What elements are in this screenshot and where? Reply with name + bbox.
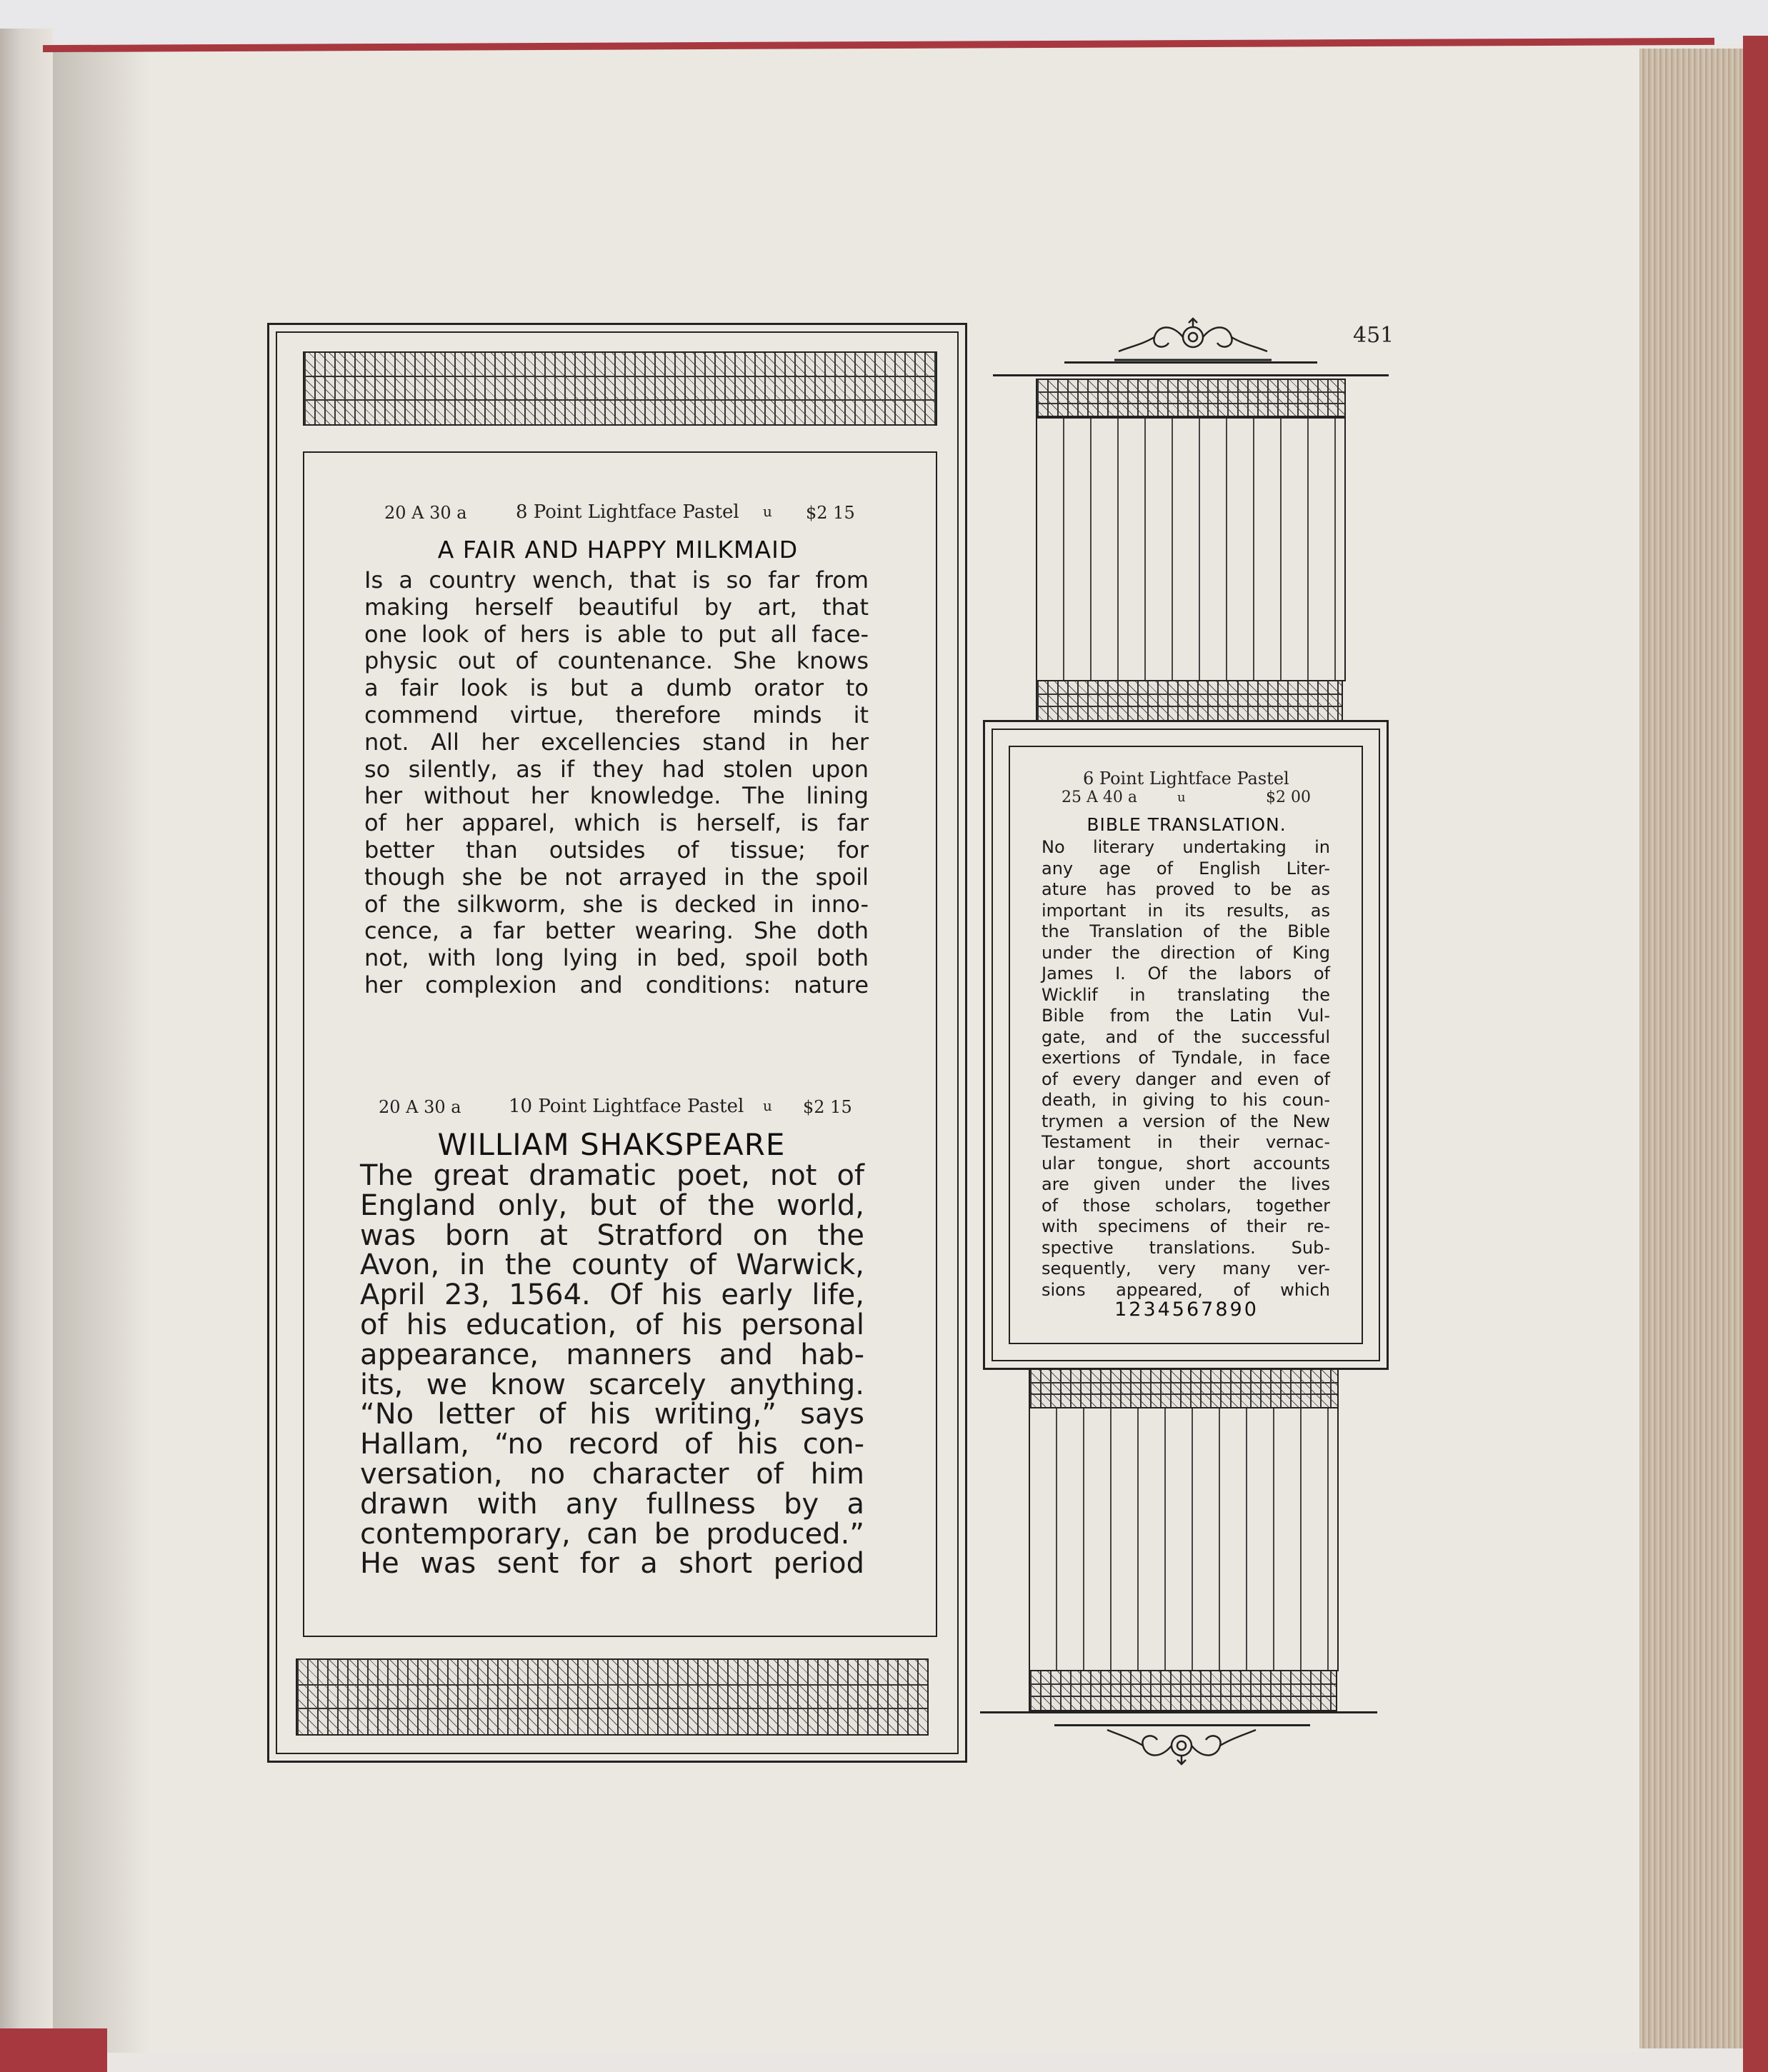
page-edges (1639, 49, 1754, 2048)
lower-column-stripes (1029, 1407, 1339, 1671)
specimen3-line: important in its results, as (1042, 900, 1330, 921)
specimen3-line: ular tongue, short accounts (1042, 1153, 1330, 1173)
specimen1-line: of the silkworm, she is decked in inno- (364, 890, 869, 918)
specimen3-line: the Translation of the Bible (1042, 921, 1330, 941)
specimen3-numerals: 1234567890 (1114, 1298, 1259, 1321)
specimen2-line: was born at Stratford on the (360, 1218, 864, 1252)
specimen1-line: so silently, as if they had stolen upon (364, 755, 869, 783)
specimen1-line: of her apparel, which is herself, is far (364, 809, 869, 837)
page-gutter-shadow (50, 46, 150, 2053)
specimen1-line: commend virtue, therefore minds it (364, 701, 869, 729)
specimen2-price: $2 15 (803, 1097, 852, 1117)
book-cover-edge-right (1743, 36, 1768, 2072)
specimen2-line: Hallam, “no record of his con- (360, 1428, 864, 1461)
specimen1-line: making herself beautiful by art, that (364, 593, 869, 621)
specimen3-line: death, in giving to his coun- (1042, 1090, 1330, 1110)
specimen3-line: spective translations. Sub- (1042, 1237, 1330, 1258)
specimen2-line: England only, but of the world, (360, 1188, 864, 1222)
specimen3-line: of every danger and even of (1042, 1068, 1330, 1089)
book-spine-left (0, 29, 53, 2072)
specimen3-line: sions appeared, of which (1042, 1279, 1330, 1300)
specimen1-mark: u (763, 503, 772, 520)
specimen2-line: its, we know scarcely anything. (360, 1368, 864, 1401)
specimen3-font-name: 6 Point Lightface Pastel (1083, 769, 1289, 789)
specimen2-heading: WILLIAM SHAKSPEARE (437, 1127, 786, 1162)
specimen1-font-count: 20 A 30 a (384, 503, 467, 523)
specimen3-line: No literary undertaking in (1042, 837, 1330, 857)
specimen1-heading: A FAIR AND HAPPY MILKMAID (437, 536, 799, 564)
specimen3-mark: u (1177, 790, 1186, 805)
specimen3-line: sequently, very many ver- (1042, 1258, 1330, 1278)
specimen1-line: a fair look is but a dumb orator to (364, 674, 869, 702)
specimen2-font-count: 20 A 30 a (379, 1097, 461, 1117)
left-panel-top-border-ornament (303, 351, 937, 426)
specimen2-body (360, 1161, 864, 1579)
specimen1-line: one look of hers is able to put all face- (364, 620, 869, 648)
specimen2-font-name: 10 Point Lightface Pastel (509, 1096, 744, 1117)
specimen3-line: Testament in their vernac- (1042, 1132, 1330, 1152)
specimen1-line: though she be not arrayed in the spoil (364, 863, 869, 891)
specimen2-line: appearance, manners and hab- (360, 1338, 864, 1371)
specimen1-line: her complexion and conditions: nature (364, 971, 869, 999)
specimen1-line: Is a country wench, that is so far from (364, 566, 869, 594)
specimen1-body (364, 567, 869, 999)
specimen3-line: Wicklif in translating the (1042, 984, 1330, 1005)
specimen2-line: contemporary, can be produced.” (360, 1517, 864, 1551)
specimen2-line: The great dramatic poet, not of (360, 1159, 864, 1192)
top-scroll-ornament-icon (1114, 316, 1272, 363)
lower-column-top-border-ornament (1029, 1368, 1339, 1408)
specimen1-price: $2 15 (806, 503, 855, 523)
specimen2-line: versation, no character of him (360, 1457, 864, 1491)
right-panel-top-rule-long (993, 374, 1389, 376)
specimen3-line: any age of English Liter- (1042, 858, 1330, 879)
specimen2-line: Avon, in the county of Warwick, (360, 1248, 864, 1282)
specimen3-font-count: 25 A 40 a (1062, 789, 1137, 806)
specimen3-line: with specimens of their re- (1042, 1216, 1330, 1236)
specimen2-mark: u (763, 1097, 772, 1114)
specimen1-line: better than outsides of tissue; for (364, 836, 869, 864)
specimen1-line: physic out of countenance. She knows (364, 647, 869, 675)
specimen1-line: cence, a far better wearing. She doth (364, 917, 869, 945)
specimen2-line: April 23, 1564. Of his early life, (360, 1278, 864, 1312)
specimen1-line: her without her knowledge. The lining (364, 782, 869, 810)
specimen3-line: of those scholars, together (1042, 1195, 1330, 1216)
lower-column-bottom-border-ornament (1029, 1670, 1337, 1711)
specimen3-body (1042, 837, 1330, 1301)
specimen2-line: of his education, of his personal (360, 1308, 864, 1341)
specimen1-line: not, with long lying in bed, spoil both (364, 944, 869, 972)
specimen1-line: not. All her excellencies stand in her (364, 728, 869, 756)
right-panel-top-rule-short (1064, 361, 1317, 364)
specimen3-line: Bible from the Latin Vul- (1042, 1006, 1330, 1026)
specimen3-line: exertions of Tyndale, in face (1042, 1048, 1330, 1068)
left-panel-bottom-border-ornament (296, 1658, 929, 1736)
page-number: 451 (1353, 323, 1394, 348)
specimen2-line: He was sent for a short period (360, 1547, 864, 1581)
specimen3-line: gate, and of the successful (1042, 1026, 1330, 1047)
specimen3-heading: BIBLE TRANSLATION. (1087, 814, 1287, 835)
specimen3-line: ature has proved to be as (1042, 879, 1330, 899)
specimen3-line: are given under the lives (1042, 1174, 1330, 1194)
upper-column-stripes (1036, 417, 1346, 681)
upper-column-top-border-ornament (1036, 379, 1346, 417)
upper-column-bottom-border-ornament (1036, 680, 1343, 721)
specimen3-price: $2 00 (1266, 789, 1311, 806)
bottom-scroll-ornament-icon (1103, 1724, 1260, 1767)
specimen2-line: “No letter of his writing,” says (360, 1398, 864, 1431)
specimen1-font-name: 8 Point Lightface Pastel (516, 501, 739, 523)
specimen3-line: trymen a version of the New (1042, 1111, 1330, 1131)
book-cover-edge-bottom (0, 2028, 107, 2072)
specimen2-line: drawn with any fullness by a (360, 1487, 864, 1521)
background-top (0, 0, 1768, 44)
specimen3-line: James I. Of the labors of (1042, 964, 1330, 984)
specimen3-line: under the direction of King (1042, 942, 1330, 963)
right-panel-bottom-rule-long (980, 1711, 1377, 1713)
